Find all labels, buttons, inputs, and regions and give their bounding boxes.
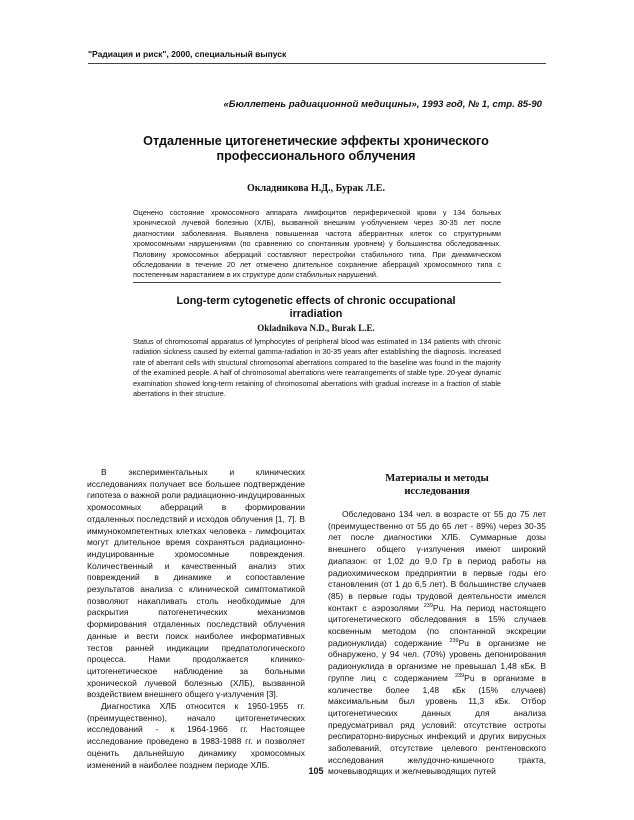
methods-text-d: Pu в организме в количестве более 1,48 кБк (15% случаев) максимальным был уровень 11,3 кБк. Отбор цитогенетических данных для анализа предусматривал ряд условий: отсутствие остроты респираторно-вирусных инфекций и других вирусных заболеваний, отсутствие целевого рентгеновского исследования желудочно-кишечного тракта, мочевыводящих и желчевыводящих путей [328,672,546,777]
section-heading-line1: Материалы и методы [385,473,489,484]
english-title [150,295,482,321]
section-heading-materials [328,472,546,498]
methods-text-a: Обследовано 134 чел. в возрасте от 55 до 75 лет (преимущественно от 55 до 65 лет - 89%) через 30-35 лет после диагностики ХЛБ. Суммарные дозы внешнего общего γ-излучения имеют широкий диапазон: от 1,02 до 9,0 Гр в период работы на радиохимическом предприятии в первые годы его становления (от 1 до 6,5 лет). В большинстве случаев (85) в первые годы трудовой деятельности имелся контакт с аэрозолями [328,509,546,613]
intro-paragraph-1: В экспериментальных и клинических исследованиях получает все большее подтверждение гипотеза о важной роли радиационно-индуцированных хромосомных аберраций в формировании отдаленных последствий и исходов облучения [1, 7]. В иммунокомпетентных клетках человека - лимфоцитах могут длительное время сохраняться радиационно-индуцированные хромосомные повреждения. Количественный и качественный анализ этих повреждений в динамике и сопоставление результатов анализа с клинической симптоматикой позволяют накапливать столь необходимые для раскрытия патогенетических механизмов формирования отдаленных последствий облучения данные и вести поиск наиболее информативных тестов ранней индикации предпатологического процесса. Нами продолжается клинико-цитогенетическое наблюдение за больными хронической лучевой болезнью (ХЛБ), вызванной воздействием внешнего общего γ-излучения [3]. [87,467,305,700]
methods-paragraph [328,509,546,778]
page-number: 105 [308,766,324,776]
methods-text-b: Pu. На период настоящего цитогенетического обследования в 15% случаев косвенным методом (по спонтанной экскреции радионуклида) содержание [328,602,546,648]
intro-paragraph-2: Диагностика ХЛБ относится к 1950-1955 гг. (преимущественно), начало цитогенетических исследований - к 1964-1966 гг. Настоящее исследование проведено в 1983-1988 гг. и позволяет оценить дальнейшую динамику хромосомных изменений в наиболее позднем периоде ХЛБ. [87,701,305,770]
russian-title [60,134,572,164]
body-column-left [87,467,305,771]
russian-abstract: Оценено состояние хромосомного аппарата лимфоцитов периферической крови у 134 больных хронической лучевой болезнью (ХЛБ), вызванной внешним γ-облучением через 30-35 лет после диагностики заболевания. Выявлена повышенная частота аберрантных клеток со структурными хромосомными нарушениями (по сравнению со спонтанным уровнем) у большинства обследованных. Половину хромосомных аберраций составляют перестройки стабильного типа. При динамическом обследовании в течение 20 лет отмечено длительное сохранение аберраций хромосомного типа с постепенным нарастанием в их структуре доли стабильных нарушений. [133,208,501,280]
english-title-line1: Long-term cytogenetic effects of chronic occupational [176,295,456,307]
russian-title-line1: Отдаленные цитогенетические эффекты хронического [143,134,489,148]
english-authors: Okladnikova N.D., Burak L.E. [257,323,375,333]
source-citation: «Бюллетень радиационной медицины», 1993 год, № 1, стр. 85-90 [223,99,542,110]
isotope-superscript: 239 [449,637,459,644]
abstract-separator [133,282,501,283]
isotope-superscript: 239 [423,602,433,609]
body-column-right [328,509,546,778]
isotope-superscript: 239 [454,673,465,680]
journal-header: "Радиация и риск", 2000, специальный выпуск [88,49,287,59]
russian-authors: Окладникова Н.Д., Бурак Л.Е. [247,183,385,194]
english-abstract: Status of chromosomal apparatus of lymphocytes of peripheral blood was estimated in 134 patients with chronic radiation sickness caused by external gamma-radiation in 30-35 years after establishing the diagnosis. Increased rate of aberrant cells with structural chromosomal aberrations compared to the baseline was found in the majority of the examined people. A half of chromosomal aberrations were rearrangements of stable type. 20-year dynamic examination showed long-term retaining of chromosomal aberrations with gradual increase in a fraction of stable aberrations in their structure. [133,337,501,399]
header-rule [88,63,546,64]
section-heading-line2: исследования [404,486,470,497]
russian-title-line2: профессионального облучения [216,149,416,163]
methods-text-c: Pu в организме не обнаружено, у 94 чел. (70%) уровень депонирования радионуклида в организме не превышал 1,48 кБк. В группе лиц с содержанием [328,637,546,683]
english-title-line2: irradiation [289,308,343,320]
